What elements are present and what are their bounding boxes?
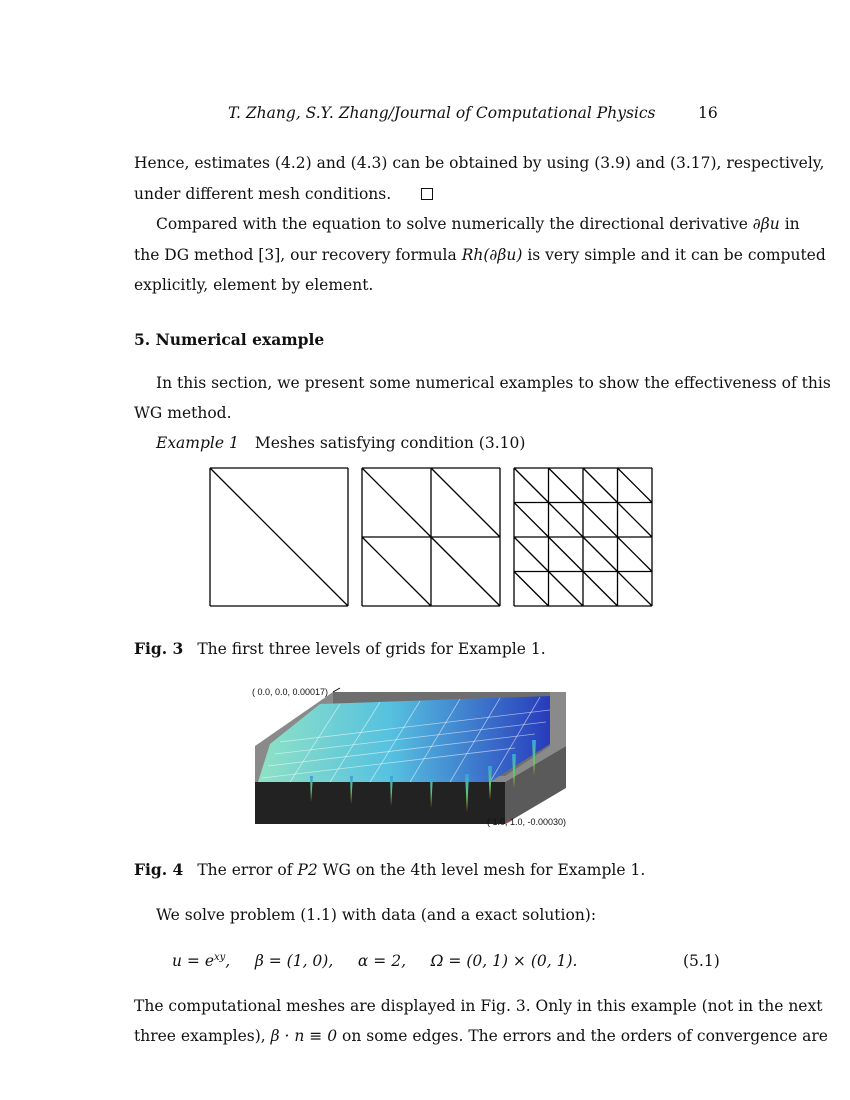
mesh-edge [618, 572, 653, 607]
top-marker [333, 688, 340, 692]
figure-3-label: Fig. 3 [134, 639, 184, 658]
mesh-edge [618, 503, 653, 538]
mesh-edge [431, 468, 500, 537]
paragraph-2-line-1 [156, 215, 800, 233]
figure-4-caption-math: P2 [297, 861, 318, 879]
mesh-edge [618, 537, 653, 572]
mesh-edge [549, 572, 584, 607]
figure-4-caption [134, 860, 645, 879]
figure-3 [208, 466, 656, 608]
recovery-formula: Rh(∂βu) [461, 246, 523, 264]
mesh-grids [208, 466, 656, 608]
mesh-edge [362, 468, 431, 537]
running-title: T. Zhang, S.Y. Zhang/Journal of Computational Physics [228, 104, 656, 122]
p2l1a: Compared with the equation to solve numerically the directional derivative [156, 215, 753, 233]
mesh-level-3 [514, 468, 652, 606]
section-title: 5. Numerical example [134, 330, 325, 349]
equation-number: (5.1) [683, 952, 720, 970]
mesh-edge [431, 537, 500, 606]
equation-5-1 [172, 952, 577, 970]
mesh-edge [549, 503, 584, 538]
mesh-edge [514, 537, 549, 572]
p5l2a: three examples), [134, 1027, 271, 1045]
qed-box-icon [421, 188, 433, 200]
figure-3-caption-text: The first three levels of grids for Example 1. [197, 640, 546, 658]
paragraph-4: We solve problem (1.1) with data (and a exact solution): [156, 906, 597, 924]
p5l2-math: β · n ≡ 0 [270, 1027, 338, 1045]
mesh-edge [583, 572, 618, 607]
eq-rest: , β = (1, 0), α = 2, Ω = (0, 1) × (0, 1). [225, 952, 578, 971]
paragraph-3-line-1: In this section, we present some numerical examples to show the effectiveness of this [156, 374, 831, 392]
p2l2b: is very simple and it can be computed [522, 246, 826, 264]
paragraph-5-line-2 [134, 1027, 828, 1045]
mesh-edge [549, 537, 584, 572]
example-label: Example 1 [156, 434, 239, 452]
paragraph-1-line-1: Hence, estimates (4.2) and (4.3) can be obtained by using (3.9) and (3.17), respectively, [134, 154, 825, 172]
mesh-edge [514, 572, 549, 607]
paragraph-2-line-2 [134, 246, 826, 264]
mesh-level-2 [362, 468, 500, 606]
figure-4-caption-a: The error of [197, 861, 298, 879]
mesh-level-1 [210, 468, 348, 606]
mesh-edge [210, 468, 348, 606]
mesh-edge [618, 468, 653, 503]
paragraph-3-line-2: WG method. [134, 404, 232, 422]
figure-4-caption-b: WG on the 4th level mesh for Example 1. [317, 861, 646, 879]
eq-exponent: xy [214, 952, 226, 963]
example-text: Meshes satisfying condition (3.10) [254, 434, 526, 452]
paragraph-1-line-2 [134, 185, 714, 203]
annotation-bottom: ( 1.0, 1.0, -0.00030) [487, 817, 567, 827]
example-heading [156, 434, 525, 452]
mesh-edge [583, 537, 618, 572]
p2l2a: the DG method [3], our recovery formula [134, 246, 462, 264]
annotation-top: ( 0.0, 0.0, 0.00017) [252, 687, 329, 697]
mesh-edge [549, 468, 584, 503]
figure-4 [250, 684, 575, 829]
paragraph-1-line-2-text: under different mesh conditions. [134, 185, 392, 203]
mesh-edge [514, 503, 549, 538]
eq-u: u = e [172, 952, 214, 971]
figure-4-label: Fig. 4 [134, 860, 184, 879]
mesh-edge [514, 468, 549, 503]
paragraph-2-line-3: explicitly, element by element. [134, 276, 374, 294]
p2l1b: in [779, 215, 800, 233]
figure-3-caption [134, 639, 546, 658]
mesh-edge [583, 503, 618, 538]
error-surface-plot [250, 684, 575, 829]
page-number: 16 [698, 104, 718, 122]
p5l2b: on some edges. The errors and the orders of convergence are [337, 1027, 828, 1045]
directional-derivative: ∂βu [752, 215, 780, 233]
mesh-edge [583, 468, 618, 503]
paragraph-5-line-1: The computational meshes are displayed in Fig. 3. Only in this example (not in the next [134, 997, 823, 1015]
mesh-edge [362, 537, 431, 606]
